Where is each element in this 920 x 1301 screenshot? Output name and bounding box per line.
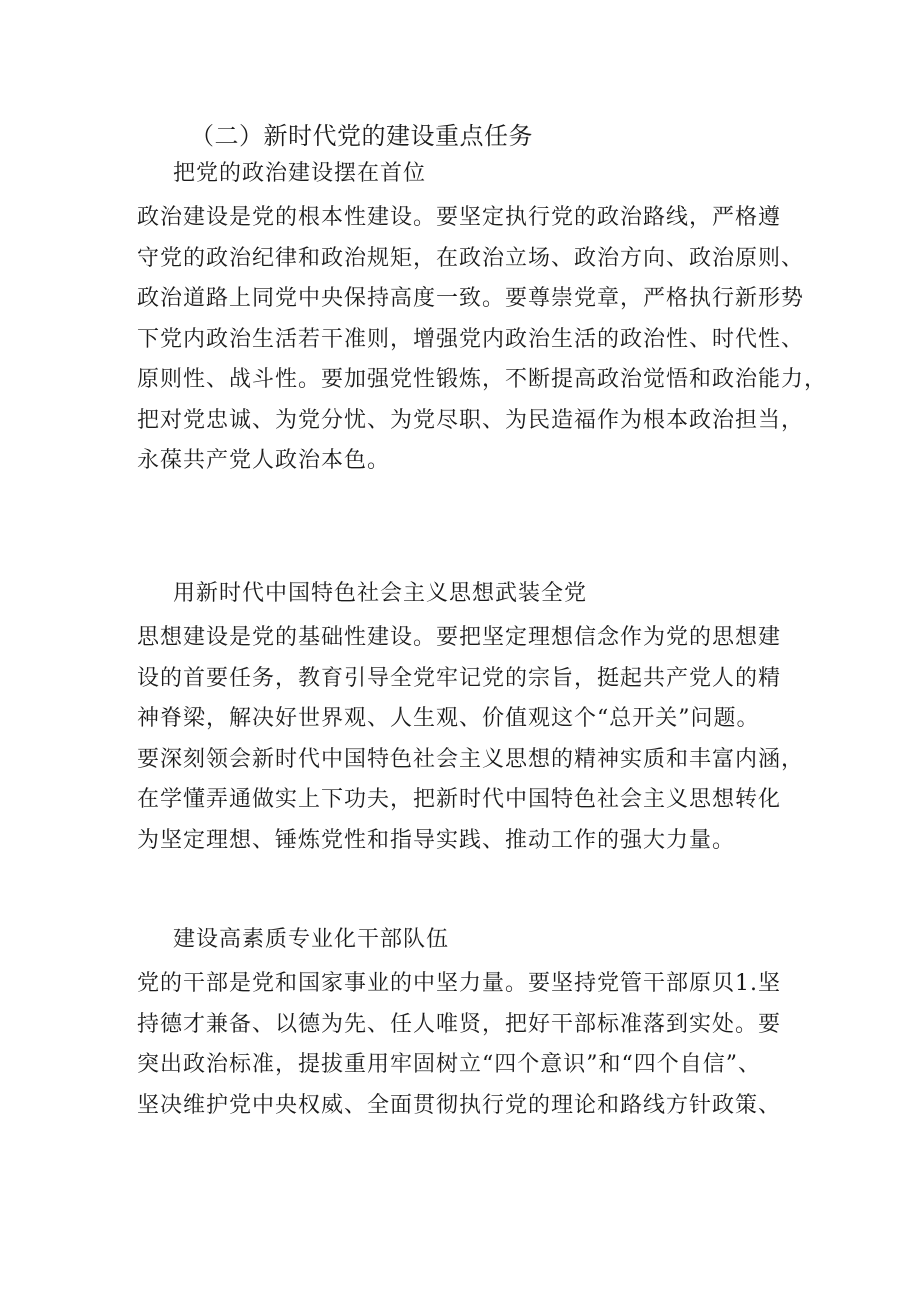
paragraph-line: 原则性、战斗性。要加强党性锻炼，不断提高政治觉悟和政治能力， — [137, 367, 828, 392]
section-title: （二）新时代党的建设重点任务 — [190, 122, 533, 150]
paragraph-line: 神脊梁，解决好世界观、人生观、价值观这个“总开关”问题。 — [137, 706, 760, 731]
paragraph-line: 守党的政治纪律和政治规矩，在政治立场、政治方向、政治原则、 — [137, 245, 805, 271]
section-paragraph — [137, 964, 827, 1126]
paragraph-line: 为坚定理想、锤炼党性和指导实践、推动工作的强大力量。 — [137, 827, 736, 853]
section-paragraph — [137, 618, 827, 861]
section-heading: 用新时代中国特色社会主义思想武装全党 — [173, 581, 588, 606]
paragraph-line: 思想建设是党的基础性建设。要把坚定理想信念作为党的思想建 — [137, 625, 782, 650]
paragraph-line: 党的干部是党和国家事业的中坚力量。要坚持党管干部原贝1.坚 — [137, 971, 781, 996]
section-2 — [137, 570, 827, 861]
paragraph-line: 永葆共产党人政治本色。 — [137, 448, 391, 473]
section-3 — [137, 916, 827, 1126]
paragraph-line: 持德才兼备、以德为先、任人唯贤，把好干部标准落到实处。要 — [137, 1011, 782, 1037]
section-1 — [137, 150, 827, 482]
section-heading: 建设高素质专业化干部队伍 — [173, 927, 450, 952]
section-heading: 把党的政治建设摆在首位 — [173, 161, 427, 186]
paragraph-line: 政治建设是党的根本性建设。要坚定执行党的政治路线，严格遵 — [137, 205, 782, 230]
paragraph-line: 政治道路上同党中央保持高度一致。要尊崇党章，严格执行新形势 — [137, 286, 805, 311]
paragraph-line: 设的首要任务，教育引导全党牢记党的宗旨，挺起共产党人的精 — [137, 665, 782, 691]
paragraph-line: 要深刻领会新时代中国特色社会主义思想的精神实质和丰富内涵， — [137, 746, 805, 772]
section-paragraph — [137, 198, 827, 482]
paragraph-line: 把对党忠诚、为党分忧、为党尽职、为民造福作为根本政治担当， — [137, 407, 805, 433]
paragraph-line: 下党内政治生活若干准则，增强党内政治生活的政治性、时代性、 — [137, 326, 805, 352]
paragraph-line: 突出政治标准，提拔重用牢固树立“四个意识”和“四个自信”、 — [137, 1052, 761, 1077]
paragraph-line: 坚决维护党中央权威、全面贯彻执行党的理论和路线方针政策、 — [137, 1092, 782, 1118]
paragraph-line: 在学懂弄通做实上下功夫，把新时代中国特色社会主义思想转化 — [137, 787, 782, 812]
